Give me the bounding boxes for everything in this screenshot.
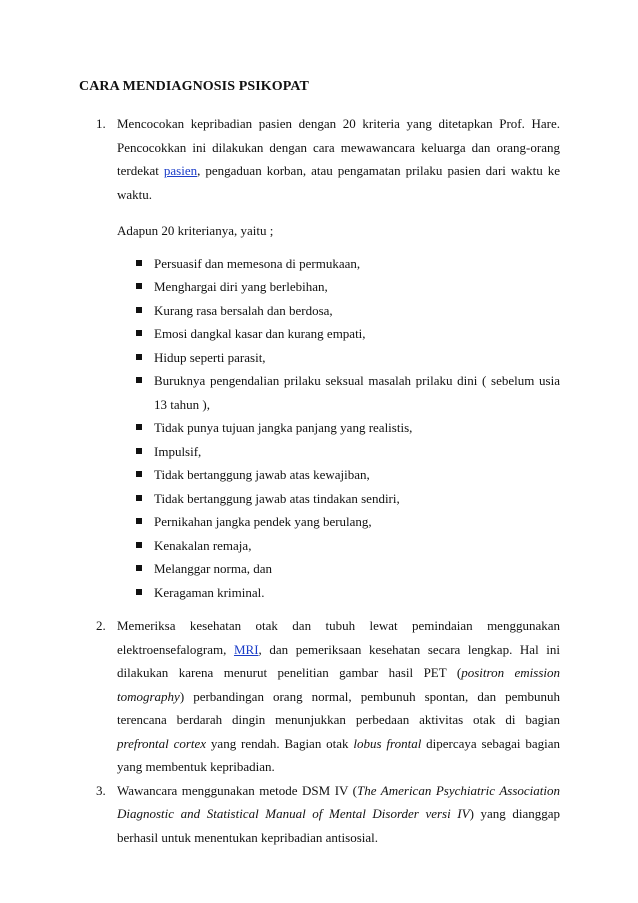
- item2-paragraph: [117, 638, 560, 779]
- item1-text-a: Mencocokan kepribadian pasien dengan 20 kriteria yang ditetapkan Prof. Hare. Pencocokkan ini dilakukan dengan cara mewawancara keluarga dan orang-orang terdekat: [117, 116, 560, 178]
- criteria-text: Persuasif dan memesona di permukaan,: [154, 255, 361, 271]
- square-bullet-icon: [136, 307, 142, 313]
- criteria-item: [117, 346, 560, 370]
- square-bullet-icon: [136, 377, 142, 383]
- criteria-item: [117, 322, 560, 346]
- item2-line1: Memeriksa kesehatan otak dan tubuh lewat pemindaian menggunakan: [117, 618, 560, 633]
- criteria-text: Kenakalan remaja,: [154, 537, 252, 553]
- list-item-1: [79, 112, 560, 604]
- item2-text-e: dipercaya sebagai bagian yang membentuk kepribadian.: [117, 735, 561, 774]
- item2-text-c: ) perbandingan orang normal, pembunuh spontan, dan pembunuh terencana berdarah dingin menunjukkan perbedaan aktivitas otak di bagian: [117, 688, 560, 727]
- square-bullet-icon: [136, 495, 142, 501]
- square-bullet-icon: [136, 283, 142, 289]
- square-bullet-icon: [136, 354, 142, 360]
- diagnosis-list: [79, 112, 560, 849]
- criteria-item: [117, 440, 560, 464]
- square-bullet-icon: [136, 542, 142, 548]
- square-bullet-icon: [136, 518, 142, 524]
- criteria-item: [117, 534, 560, 558]
- square-bullet-icon: [136, 471, 142, 477]
- item1-text-b: , pengaduan korban, atau pengamatan prilaku pasien dari waktu ke waktu.: [117, 163, 560, 202]
- item2-text-d: yang rendah. Bagian otak: [206, 735, 354, 751]
- list-number-3: 3.: [96, 782, 106, 798]
- item3-paragraph: [117, 779, 560, 850]
- mri-link[interactable]: MRI: [233, 641, 259, 657]
- criteria-list: [117, 252, 560, 605]
- criteria-text: Melanggar norma, dan: [154, 561, 273, 576]
- item3-text-a: Wawancara menggunakan metode DSM IV (: [117, 782, 358, 798]
- criteria-text: Tidak bertanggung jawab atas tindakan sendiri,: [154, 490, 400, 506]
- item2-italic-prefrontal: prefrontal cortex: [117, 735, 207, 751]
- criteria-text: Menghargai diri yang berlebihan,: [154, 279, 328, 294]
- criteria-text: Impulsif,: [154, 443, 202, 459]
- criteria-text: Pernikahan jangka pendek yang berulang,: [154, 514, 372, 529]
- item1-paragraph: [117, 112, 560, 206]
- item3-italic-dsm: The American Psychiatric Association Diagnostic and Statistical Manual of Mental Disorder versi IV: [117, 782, 560, 821]
- criteria-text: Tidak punya tujuan jangka panjang yang realistis,: [154, 420, 413, 435]
- square-bullet-icon: [136, 424, 142, 430]
- item2-italic-lobus: lobus frontal: [353, 735, 422, 751]
- criteria-item: [117, 299, 560, 323]
- criteria-text: Buruknya pengendalian prilaku seksual masalah prilaku dini ( sebelum usia 13 tahun ),: [154, 373, 560, 412]
- criteria-item: [117, 463, 560, 487]
- criteria-item: [117, 252, 560, 276]
- criteria-item: [117, 487, 560, 511]
- square-bullet-icon: [136, 589, 142, 595]
- list-item-3: [79, 779, 560, 850]
- criteria-text: Hidup seperti parasit,: [154, 349, 266, 365]
- criteria-text: Emosi dangkal kasar dan kurang empati,: [154, 326, 366, 341]
- item2-text-b: , dan pemeriksaan kesehatan secara lengkap. Hal ini dilakukan karena menurut penelitian gambar hasil PET (: [117, 641, 561, 680]
- list-item-2: [79, 614, 560, 779]
- criteria-item: [117, 416, 560, 440]
- square-bullet-icon: [136, 260, 142, 266]
- pasien-link[interactable]: pasien: [163, 163, 198, 178]
- criteria-item: [117, 369, 560, 416]
- criteria-item: [117, 557, 560, 581]
- list-number-2: 2.: [96, 618, 106, 633]
- list-number-1: 1.: [96, 116, 106, 131]
- criteria-lead: Adapun 20 kriterianya, yaitu ;: [117, 223, 274, 238]
- item2-italic-pet: positron emission tomography: [117, 665, 560, 704]
- criteria-item: [117, 275, 560, 299]
- criteria-text: Tidak bertanggung jawab atas kewajiban,: [154, 467, 370, 482]
- criteria-item: [117, 581, 560, 605]
- square-bullet-icon: [136, 330, 142, 336]
- square-bullet-icon: [136, 565, 142, 571]
- criteria-text: Keragaman kriminal.: [154, 584, 265, 600]
- criteria-text: Kurang rasa bersalah dan berdosa,: [154, 302, 333, 318]
- square-bullet-icon: [136, 448, 142, 454]
- criteria-item: [117, 510, 560, 534]
- item2-text-a: elektroensefalogram,: [117, 641, 234, 657]
- document-title: CARA MENDIAGNOSIS PSIKOPAT: [79, 79, 309, 94]
- item3-text-b: ) yang dianggap berhasil untuk menentukan kepribadian antisosial.: [117, 806, 560, 845]
